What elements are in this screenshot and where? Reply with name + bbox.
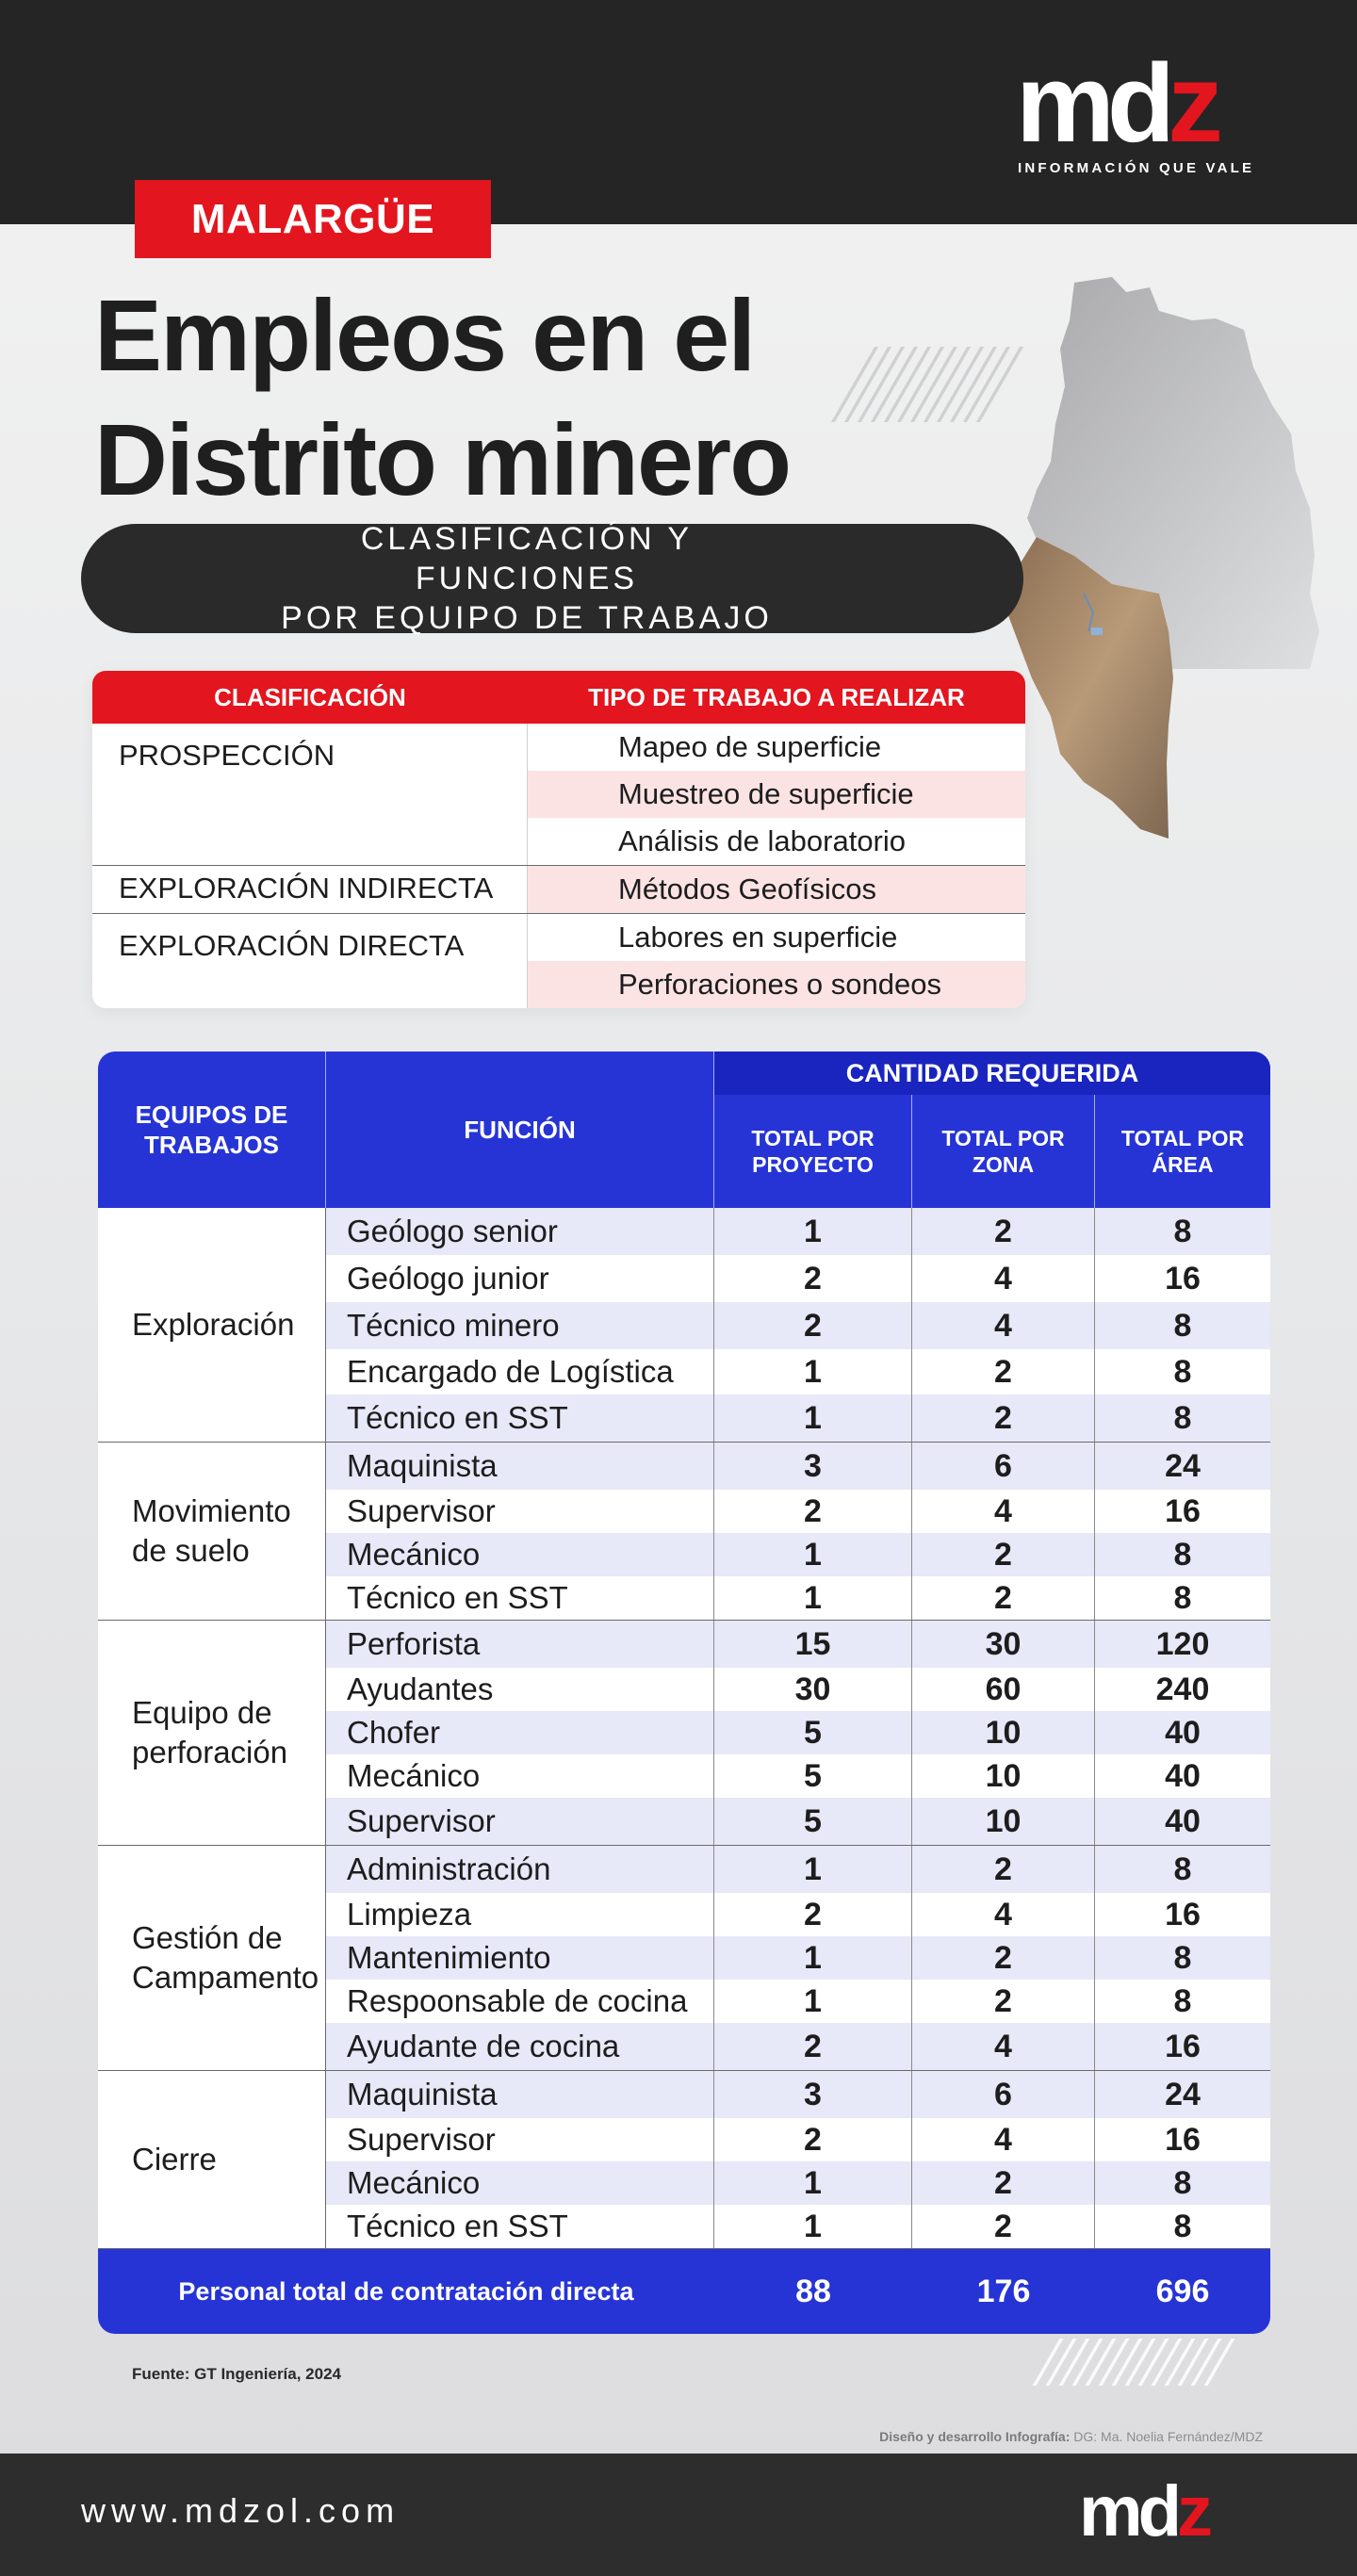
logo-red-part: z <box>1168 41 1216 166</box>
per-area-cell: 8 <box>1173 1353 1192 1390</box>
classification-name: EXPLORACIÓN INDIRECTA <box>92 866 528 913</box>
header-work-type: TIPO DE TRABAJO A REALIZAR <box>588 682 965 711</box>
table-row <box>326 1798 1270 1845</box>
per-area-cell: 16 <box>1165 1492 1201 1529</box>
function-cell: Maquinista <box>326 2071 714 2118</box>
per-area-cell: 240 <box>1155 1671 1210 1707</box>
table-row <box>326 1208 1270 1255</box>
per-area-cell: 16 <box>1165 1260 1201 1296</box>
function-cell: Geólogo junior <box>326 1255 714 1302</box>
classification-header <box>92 671 1025 724</box>
team-group <box>98 1208 1270 1443</box>
per-project-cell: 1 <box>714 2161 912 2205</box>
per-project-cell: 1 <box>714 1980 912 2023</box>
per-area-cell: 120 <box>1155 1625 1210 1662</box>
per-zone-cell: 2 <box>912 1208 1095 1255</box>
per-zone-cell: 2 <box>912 1533 1095 1576</box>
function-cell: Técnico en SST <box>326 1394 714 1442</box>
table-row <box>326 2118 1270 2161</box>
table-row <box>326 1754 1270 1798</box>
per-area-cell: 24 <box>1165 2076 1201 2112</box>
footer-logo-white-part: md <box>1079 2471 1177 2552</box>
per-project-cell: 1 <box>714 2205 912 2248</box>
credit-name: DG: Ma. Noelia Fernández/MDZ <box>1073 2429 1263 2444</box>
table-row <box>326 1443 1270 1490</box>
per-project-cell: 1 <box>714 1208 912 1255</box>
subtitle-pill <box>81 521 1023 636</box>
mdz-logo[interactable] <box>1016 41 1261 179</box>
per-zone-cell: 60 <box>912 1668 1095 1711</box>
function-cell: Chofer <box>326 1711 714 1754</box>
per-zone-cell: 2 <box>912 1980 1095 2023</box>
header-teams: EQUIPOS DE TRABAJOS <box>98 1052 326 1208</box>
per-zone-cell: 4 <box>912 1302 1095 1349</box>
per-area-cell: 8 <box>1173 2164 1192 2201</box>
function-cell: Administración <box>326 1846 714 1893</box>
per-project-cell: 1 <box>714 1846 912 1893</box>
per-area-cell: 40 <box>1165 1802 1201 1839</box>
mdz-footer-logo[interactable] <box>1079 2471 1208 2552</box>
table-row <box>326 1533 1270 1576</box>
logo-tagline: INFORMACIÓN QUE VALE <box>1018 160 1255 176</box>
table-row <box>326 1394 1270 1442</box>
per-zone-cell: 4 <box>912 1255 1095 1302</box>
table-row <box>326 1349 1270 1394</box>
task-item: Muestreo de superficie <box>528 771 1025 818</box>
table-row <box>326 1255 1270 1302</box>
per-area-cell: 16 <box>1165 2028 1201 2064</box>
jobs-table <box>98 1052 1270 2334</box>
footer-logo-wordmark <box>1079 2471 1208 2552</box>
page-title <box>94 273 942 522</box>
per-zone-cell: 6 <box>912 1443 1095 1490</box>
header-per-zone: TOTAL POR ZONA <box>912 1095 1095 1208</box>
function-cell: Mantenimiento <box>326 1936 714 1980</box>
function-cell: Supervisor <box>326 2118 714 2161</box>
decorative-stripes-bottom <box>1046 2339 1221 2386</box>
footer-bar <box>0 2454 1357 2576</box>
function-cell: Limpieza <box>326 1893 714 1936</box>
per-zone-cell: 4 <box>912 1490 1095 1533</box>
per-project-cell: 5 <box>714 1754 912 1798</box>
table-row <box>326 2161 1270 2205</box>
per-zone-cell: 2 <box>912 1576 1095 1620</box>
function-cell: Mecánico <box>326 1533 714 1576</box>
function-cell: Supervisor <box>326 1490 714 1533</box>
per-project-cell: 30 <box>714 1668 912 1711</box>
per-project-cell: 2 <box>714 1255 912 1302</box>
function-cell: Encargado de Logística <box>326 1349 714 1394</box>
table-row <box>326 1846 1270 1893</box>
total-row <box>98 2249 1270 2334</box>
table-row <box>326 1490 1270 1533</box>
function-cell: Maquinista <box>326 1443 714 1490</box>
per-area-cell: 16 <box>1165 2121 1201 2158</box>
logo-white-part: md <box>1016 41 1168 166</box>
classification-group <box>92 866 1025 914</box>
credit-label: Diseño y desarrollo Infografía: <box>879 2429 1071 2444</box>
team-group <box>98 1621 1270 1846</box>
header-classification: CLASIFICACIÓN <box>214 682 406 711</box>
function-cell: Mecánico <box>326 2161 714 2205</box>
total-project: 88 <box>795 2273 831 2309</box>
table-row <box>326 2071 1270 2118</box>
table-row <box>326 1302 1270 1349</box>
function-cell: Ayudante de cocina <box>326 2023 714 2070</box>
total-area: 696 <box>1155 2273 1210 2309</box>
classification-name: PROSPECCIÓN <box>92 724 528 865</box>
team-group <box>98 1443 1270 1621</box>
team-name: Equipo de perforación <box>98 1621 326 1845</box>
title-line-2: Distrito minero <box>94 402 791 516</box>
per-project-cell: 2 <box>714 1893 912 1936</box>
per-zone-cell: 2 <box>912 1349 1095 1394</box>
per-project-cell: 3 <box>714 1443 912 1490</box>
header-per-project: TOTAL POR PROYECTO <box>714 1095 912 1208</box>
per-project-cell: 1 <box>714 1533 912 1576</box>
per-zone-cell: 4 <box>912 1893 1095 1936</box>
per-project-cell: 2 <box>714 2118 912 2161</box>
function-cell: Mecánico <box>326 1754 714 1798</box>
team-name: Movimiento de suelo <box>98 1443 326 1620</box>
per-project-cell: 1 <box>714 1936 912 1980</box>
per-area-cell: 8 <box>1173 1850 1192 1887</box>
per-area-cell: 40 <box>1165 1714 1201 1751</box>
team-name: Gestión de Campamento <box>98 1846 326 2070</box>
classification-name: EXPLORACIÓN DIRECTA <box>92 914 528 1008</box>
per-zone-cell: 2 <box>912 2205 1095 2248</box>
function-cell: Técnico en SST <box>326 1576 714 1620</box>
per-area-cell: 8 <box>1173 1399 1192 1436</box>
task-item: Labores en superficie <box>618 921 898 954</box>
per-project-cell: 1 <box>714 1394 912 1442</box>
table-row <box>326 1936 1270 1980</box>
per-zone-cell: 2 <box>912 2161 1095 2205</box>
per-zone-cell: 2 <box>912 1846 1095 1893</box>
per-project-cell: 2 <box>714 2023 912 2070</box>
title-line-1: Empleos en el <box>94 278 755 392</box>
function-cell: Geólogo senior <box>326 1208 714 1255</box>
per-zone-cell: 10 <box>912 1711 1095 1754</box>
function-cell: Técnico en SST <box>326 2205 714 2248</box>
per-project-cell: 5 <box>714 1798 912 1845</box>
design-credit <box>879 2429 1263 2444</box>
team-name: Cierre <box>98 2071 326 2248</box>
per-project-cell: 1 <box>714 1576 912 1620</box>
total-label: Personal total de contratación directa <box>178 2276 634 2306</box>
table-row <box>326 2023 1270 2070</box>
logo-wordmark <box>1016 41 1261 166</box>
team-name: Exploración <box>98 1208 326 1442</box>
per-zone-cell: 2 <box>912 1936 1095 1980</box>
per-area-cell: 24 <box>1165 1447 1201 1484</box>
team-group <box>98 2071 1270 2249</box>
function-cell: Supervisor <box>326 1798 714 1845</box>
task-item: Perforaciones o sondeos <box>528 961 1025 1008</box>
subtitle-line-2: POR EQUIPO DE TRABAJO <box>281 600 773 636</box>
task-item: Mapeo de superficie <box>618 730 882 763</box>
function-cell: Perforista <box>326 1621 714 1668</box>
per-project-cell: 15 <box>714 1621 912 1668</box>
per-area-cell: 8 <box>1173 1939 1192 1976</box>
footer-logo-red-part: z <box>1177 2471 1208 2552</box>
per-project-cell: 2 <box>714 1302 912 1349</box>
task-item: Análisis de laboratorio <box>618 824 907 857</box>
total-zone: 176 <box>976 2273 1031 2309</box>
function-cell: Respoonsable de cocina <box>326 1980 714 2023</box>
per-project-cell: 3 <box>714 2071 912 2118</box>
per-zone-cell: 4 <box>912 2023 1095 2070</box>
table-row <box>326 2205 1270 2248</box>
per-project-cell: 1 <box>714 1349 912 1394</box>
per-area-cell: 16 <box>1165 1896 1201 1932</box>
per-zone-cell: 10 <box>912 1754 1095 1798</box>
per-zone-cell: 30 <box>912 1621 1095 1668</box>
per-area-cell: 8 <box>1173 1307 1192 1344</box>
per-zone-cell: 4 <box>912 2118 1095 2161</box>
site-url-link[interactable]: www.mdzol.com <box>81 2491 401 2530</box>
table-row <box>326 1668 1270 1711</box>
classification-group <box>92 914 1025 1008</box>
per-area-cell: 40 <box>1165 1757 1201 1794</box>
table-row <box>326 1711 1270 1754</box>
function-cell: Ayudantes <box>326 1668 714 1711</box>
per-area-cell: 8 <box>1173 2208 1192 2244</box>
header-function: FUNCIÓN <box>326 1052 714 1208</box>
source-note: Fuente: GT Ingeniería, 2024 <box>132 2365 342 2383</box>
jobs-table-header <box>98 1052 1270 1208</box>
team-group <box>98 1846 1270 2071</box>
per-project-cell: 5 <box>714 1711 912 1754</box>
subtitle-line-1: CLASIFICACIÓN Y FUNCIONES <box>360 521 694 596</box>
header-per-area: TOTAL POR ÁREA <box>1120 1126 1245 1177</box>
per-area-cell: 8 <box>1173 1579 1192 1616</box>
function-cell: Técnico minero <box>326 1302 714 1349</box>
task-item: Métodos Geofísicos <box>528 866 1025 913</box>
per-project-cell: 2 <box>714 1490 912 1533</box>
table-row <box>326 1576 1270 1620</box>
per-area-cell: 8 <box>1173 1982 1192 2019</box>
per-zone-cell: 6 <box>912 2071 1095 2118</box>
classification-group <box>92 724 1025 866</box>
location-badge: MALARGÜE <box>135 180 491 258</box>
table-row <box>326 1893 1270 1936</box>
classification-table <box>92 671 1025 1008</box>
per-zone-cell: 10 <box>912 1798 1095 1845</box>
per-zone-cell: 2 <box>912 1394 1095 1442</box>
table-row <box>326 1621 1270 1668</box>
per-area-cell: 8 <box>1173 1536 1192 1573</box>
per-area-cell: 8 <box>1173 1213 1192 1249</box>
jobs-table-body <box>98 1208 1270 2249</box>
table-row <box>326 1980 1270 2023</box>
header-required: CANTIDAD REQUERIDA <box>714 1052 1270 1095</box>
